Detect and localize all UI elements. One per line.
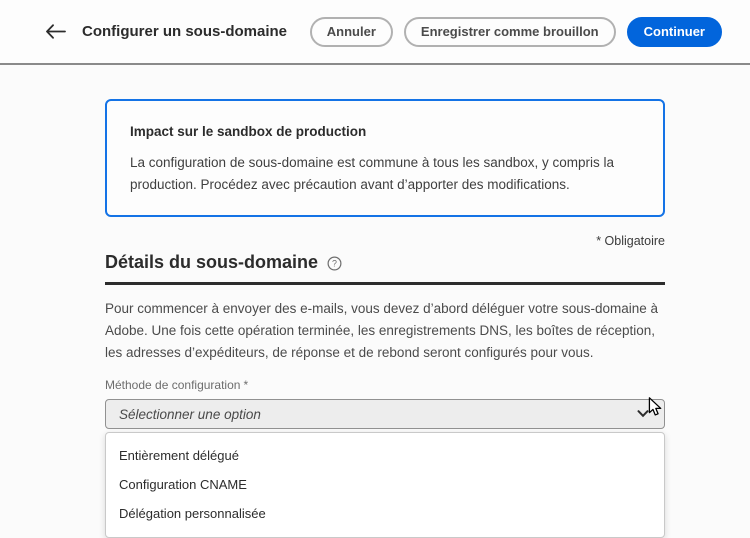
- required-fields-hint: * Obligatoire: [596, 234, 665, 248]
- section-title: Détails du sous-domaine: [105, 252, 319, 272]
- continue-button[interactable]: Continuer: [627, 17, 722, 47]
- save-draft-button[interactable]: Enregistrer comme brouillon: [404, 17, 616, 47]
- section-divider: [105, 282, 665, 285]
- config-method-combobox[interactable]: [105, 399, 665, 429]
- production-sandbox-alert: [105, 99, 665, 217]
- main-content: [0, 65, 750, 538]
- svg-text:?: ?: [332, 258, 338, 269]
- config-method-label: Méthode de configuration *: [105, 378, 249, 392]
- dropdown-option-fully-delegated[interactable]: Entièrement délégué: [119, 448, 239, 463]
- header-actions: [310, 17, 722, 47]
- section-description: Pour commencer à envoyer des e-mails, vous devez d’abord déléguer votre sous-domaine à Adobe. Une fois cette opération terminée, les enregistrements DNS, les boîtes de réception, les adresses d’expéditeurs, de réponse et de rebond seront configurés pour vous.: [105, 301, 659, 360]
- dropdown-option-cname-setup[interactable]: Configuration CNAME: [119, 477, 247, 492]
- alert-body: La configuration de sous-domaine est commune à tous les sandbox, y compris la production. Procédez avec précaution avant d’apporter des modifications.: [130, 155, 615, 192]
- required-asterisk: *: [243, 378, 249, 392]
- alert-title: Impact sur le sandbox de production: [130, 124, 367, 139]
- arrow-left-icon: [45, 24, 66, 39]
- chevron-down-icon[interactable]: [637, 410, 649, 418]
- back-button[interactable]: [42, 19, 68, 45]
- config-method-dropdown-menu: [105, 432, 665, 538]
- section-heading: [105, 252, 665, 273]
- help-circle-icon[interactable]: [327, 256, 342, 271]
- page-title: Configurer un sous-domaine: [82, 23, 288, 40]
- combobox-placeholder: Sélectionner une option: [119, 406, 261, 422]
- page-header: [0, 0, 750, 65]
- cancel-button[interactable]: Annuler: [310, 17, 393, 47]
- dropdown-option-custom-delegation[interactable]: Délégation personnalisée: [119, 506, 266, 521]
